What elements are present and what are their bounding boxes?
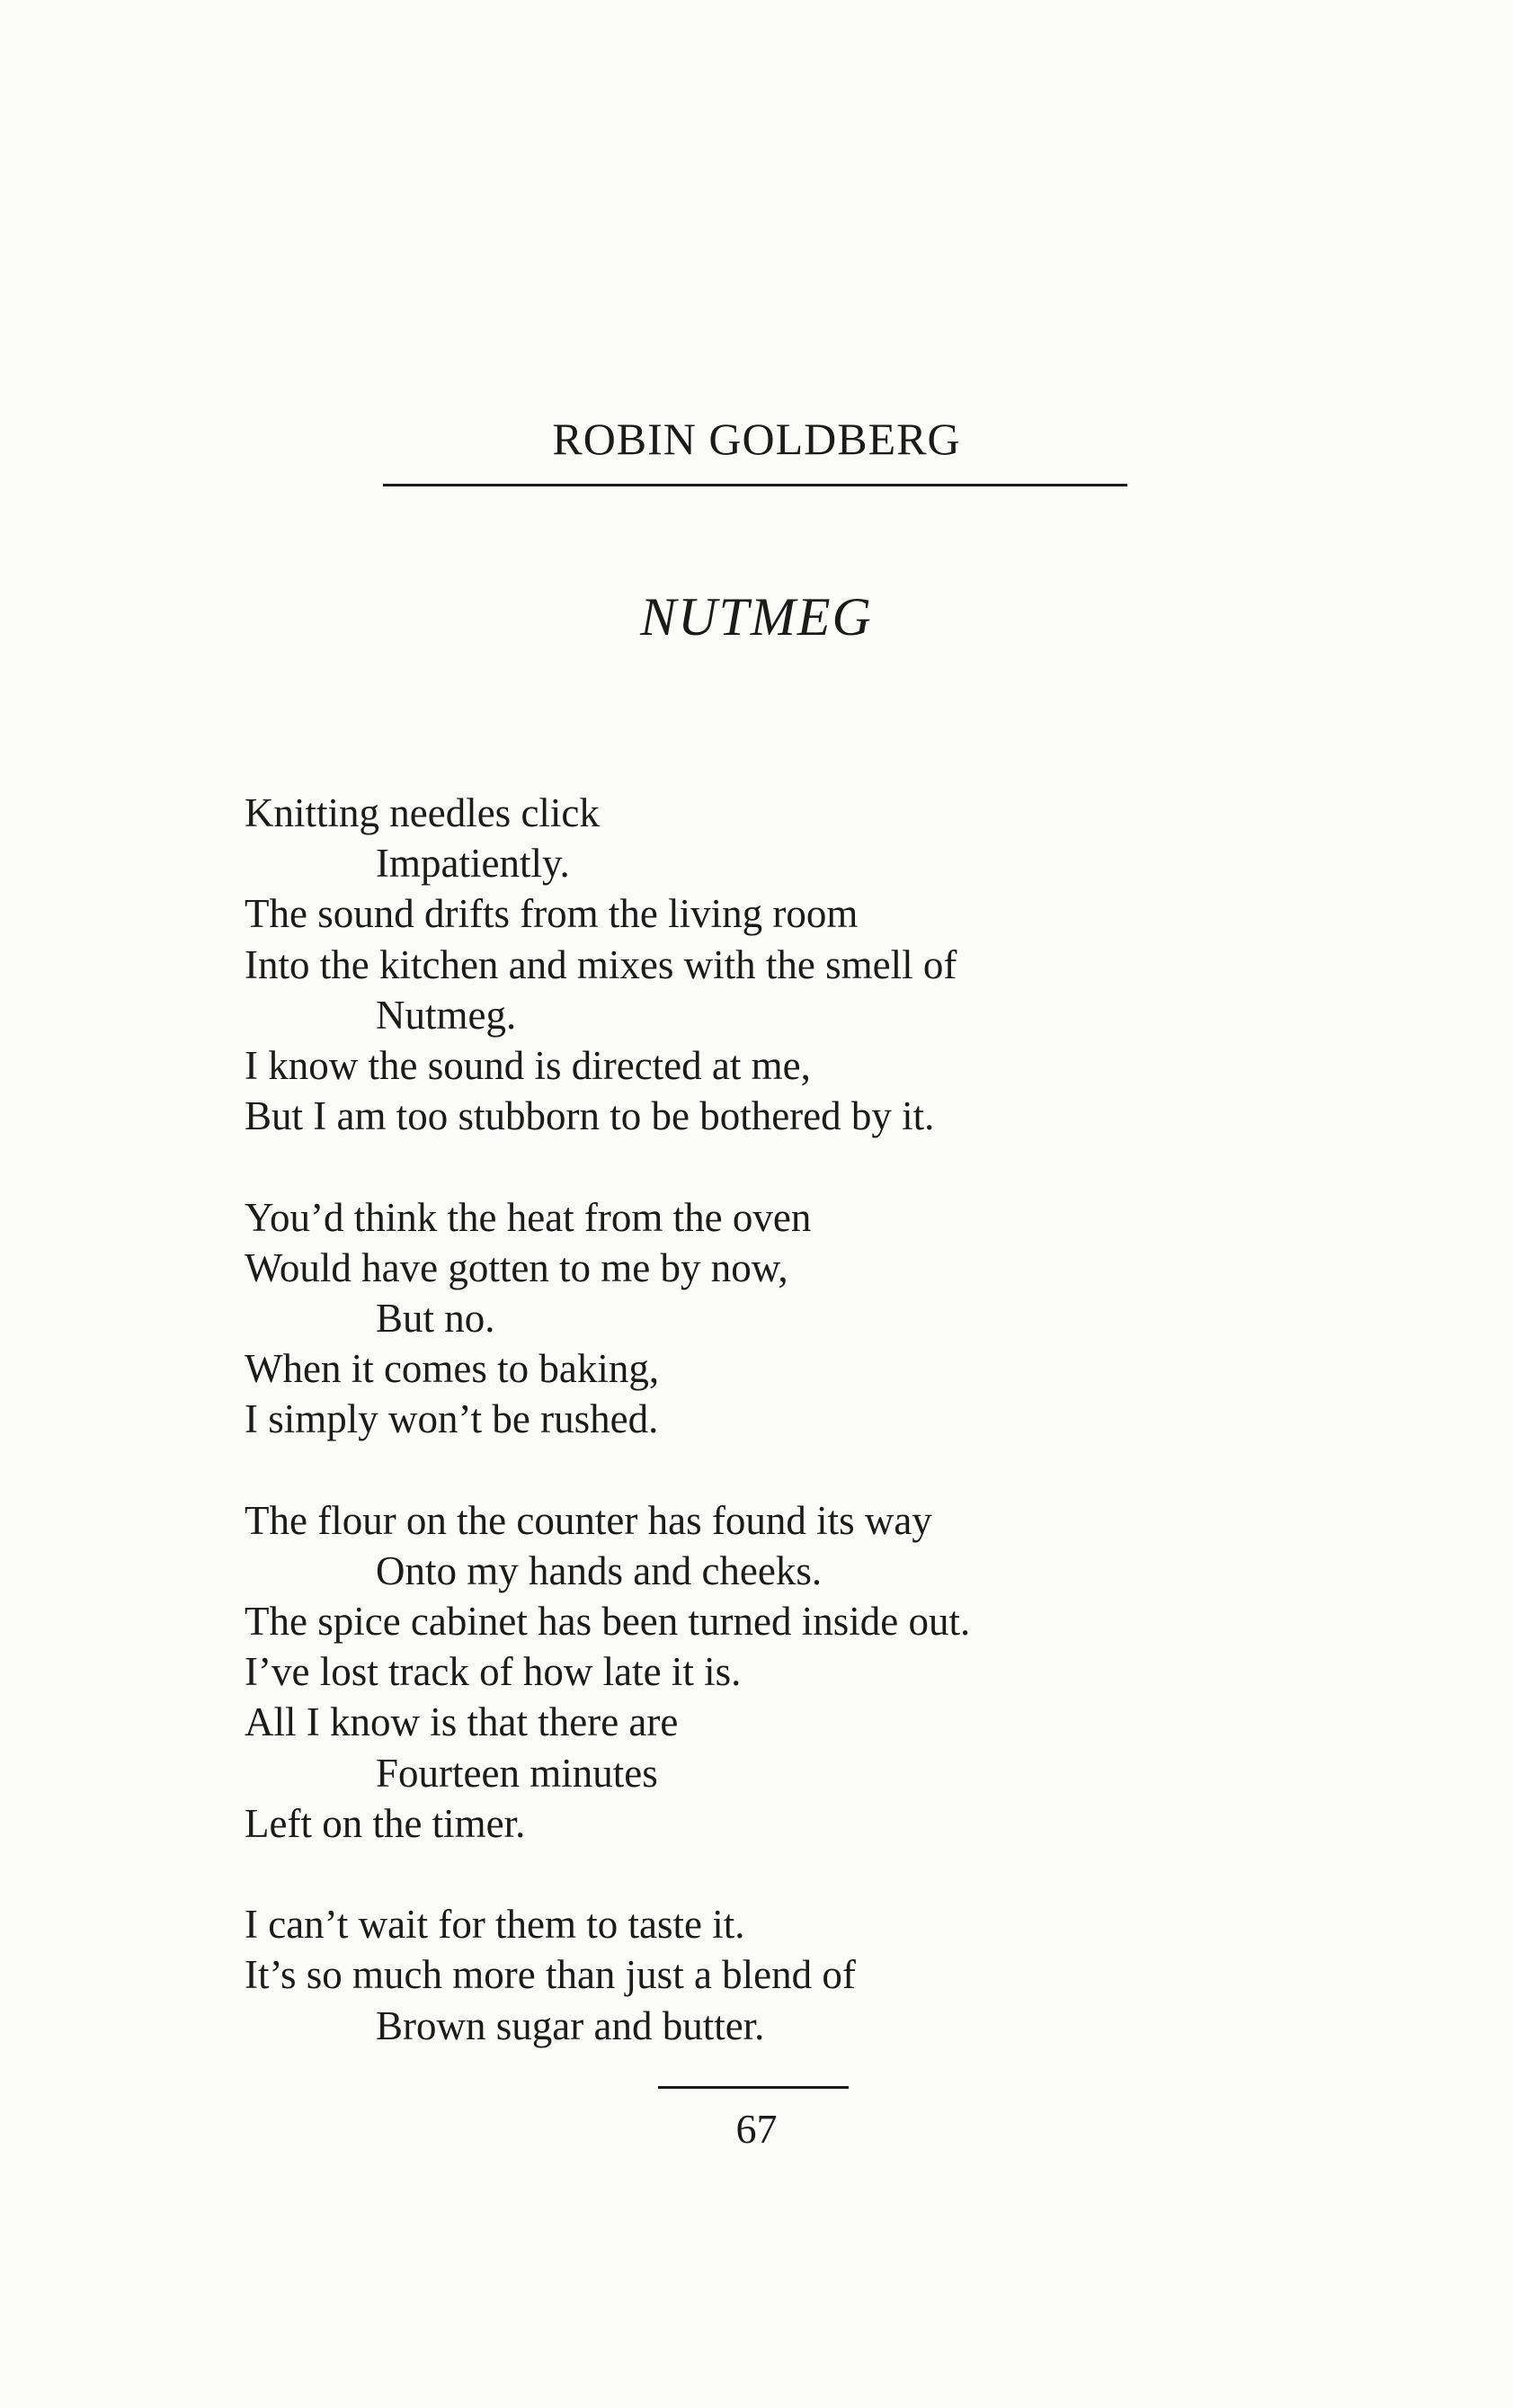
poem-line: Into the kitchen and mixes with the smell of (245, 941, 957, 987)
poem-line: I simply won’t be rushed. (245, 1396, 659, 1442)
stanza (245, 1495, 1323, 1849)
poem-line: The flour on the counter has found its way (245, 1497, 932, 1543)
poem-line: Would have gotten to me by now, (245, 1244, 788, 1290)
stanza (245, 1192, 1323, 1445)
poem-line: The spice cabinet has been turned inside out. (245, 1599, 971, 1644)
poem-line: Left on the timer. (245, 1800, 526, 1846)
poem-line: When it comes to baking, (245, 1346, 660, 1392)
author-name: ROBIN GOLDBERG (552, 414, 961, 464)
stanza-break (245, 1141, 1323, 1191)
poem-line: I know the sound is directed at me, (245, 1042, 811, 1088)
poem-body (245, 788, 1323, 2051)
poem-line: The sound drifts from the living room (245, 891, 859, 937)
stanza (245, 1899, 1323, 2051)
page-number: 67 (735, 2106, 778, 2152)
poem-line: Fourteen minutes (376, 1750, 658, 1796)
poem-line: Brown sugar and butter. (376, 2002, 765, 2048)
header-rule (383, 484, 1127, 486)
poem-line: Nutmeg. (376, 992, 517, 1038)
poem-line: Impatiently. (376, 841, 570, 887)
poem-line: I’ve lost track of how late it is. (245, 1649, 742, 1695)
stanza-break (245, 1849, 1323, 1899)
poem-line: But no. (376, 1295, 495, 1341)
poem-line: I can’t wait for them to taste it. (245, 1902, 745, 1948)
poem-line: You’d think the heat from the oven (245, 1194, 812, 1240)
poem-line: It’s so much more than just a blend of (245, 1952, 856, 1998)
poem-line: All I know is that there are (245, 1699, 679, 1745)
poem-line: Knitting needles click (245, 790, 600, 835)
footer-rule (658, 2086, 849, 2089)
poem-line: Onto my hands and cheeks. (376, 1547, 823, 1593)
poem-line: But I am too stubborn to be bothered by it. (245, 1093, 935, 1139)
stanza-break (245, 1444, 1323, 1494)
poem-title: NUTMEG (640, 587, 873, 647)
stanza (245, 788, 1323, 1141)
